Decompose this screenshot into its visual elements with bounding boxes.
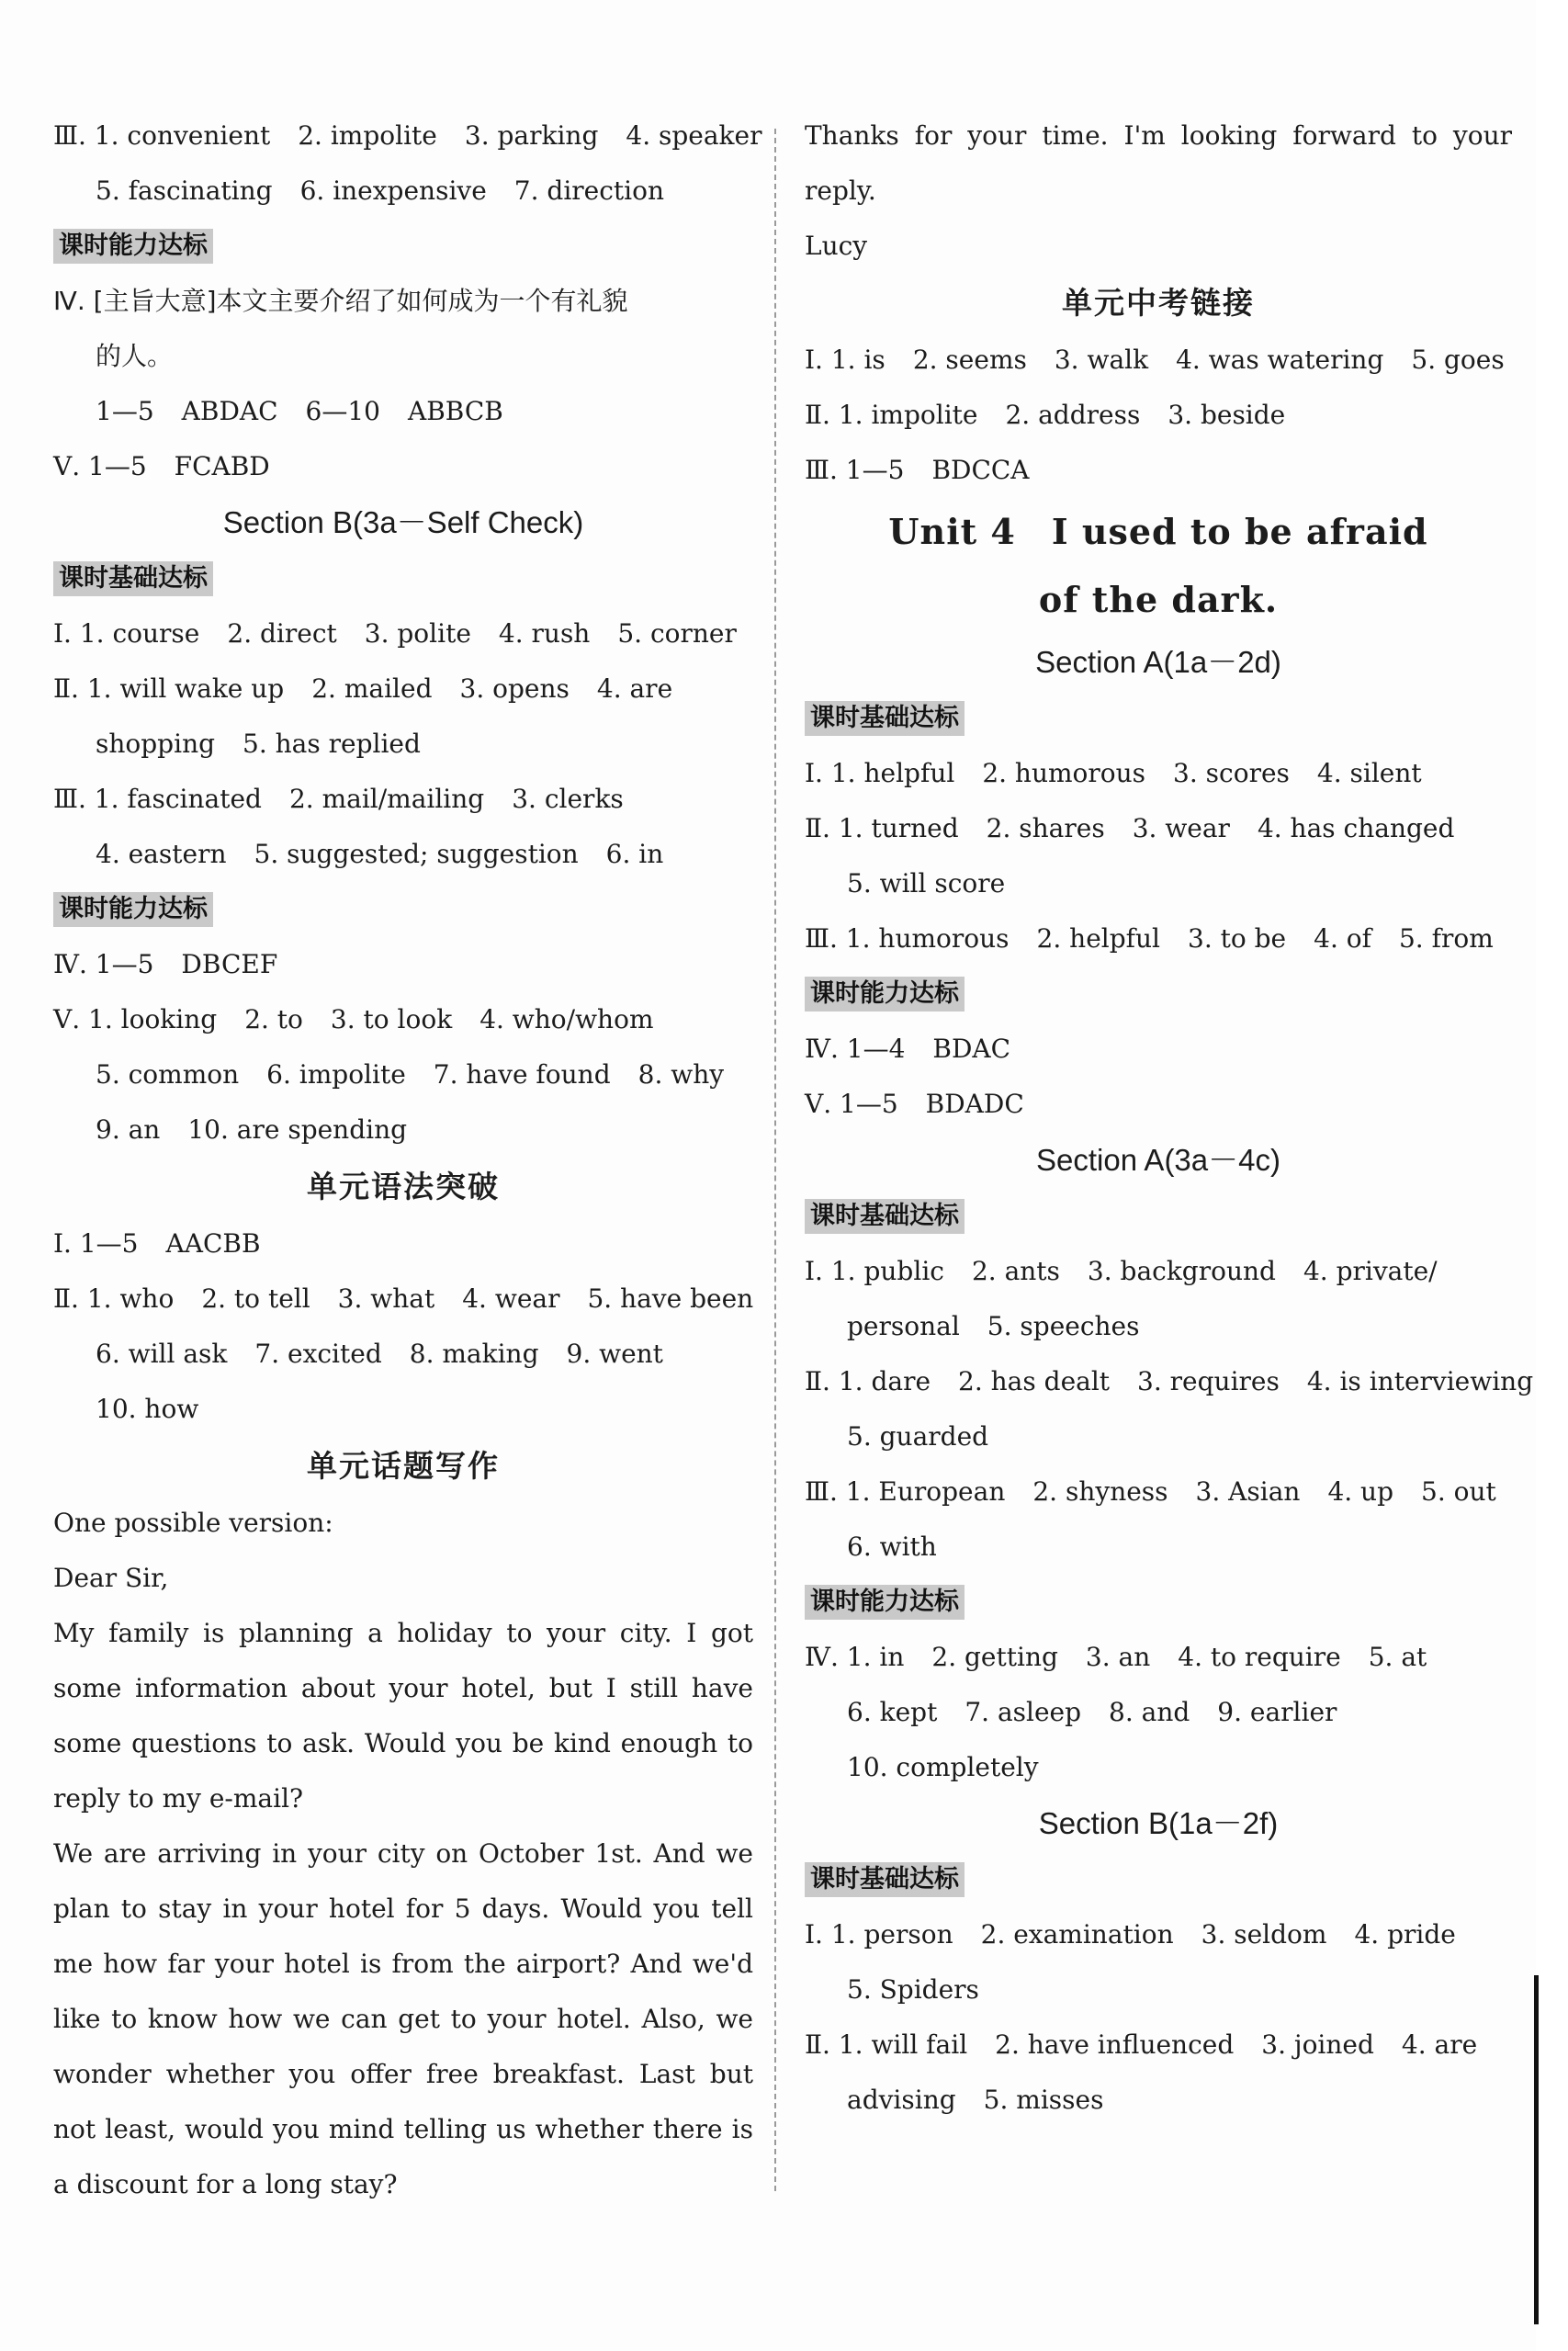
answer-item: Ⅳ. 1. in	[805, 1642, 905, 1672]
answer-item: 4. of	[1314, 923, 1371, 954]
answer-line	[805, 911, 1512, 966]
answer-line	[53, 384, 753, 439]
answer-line	[53, 1382, 753, 1437]
left-column	[53, 108, 762, 2212]
answer-item: 5. guarded	[847, 1421, 989, 1452]
answer-line	[805, 856, 1512, 911]
answer-item: Ⅱ. 1. who	[53, 1283, 175, 1314]
answer-line	[805, 443, 1512, 498]
answer-line	[805, 1409, 1512, 1464]
answer-item: Ⅲ. 1. European	[805, 1476, 1006, 1507]
answer-line	[53, 661, 753, 717]
answer-line	[805, 333, 1512, 388]
level-tag: 课时基础达标	[53, 561, 213, 596]
answer-line	[53, 1272, 753, 1327]
answer-line	[805, 1520, 1512, 1575]
answer-item: 9. an	[96, 1114, 161, 1145]
answer-item: ABBCB	[407, 396, 503, 426]
answer-item: 2. ants	[971, 1256, 1060, 1286]
answer-item: 2. shyness	[1032, 1476, 1168, 1507]
exam-link-title: 单元中考链接	[1062, 285, 1255, 321]
answer-line	[805, 388, 1512, 443]
tag-row	[805, 1189, 1512, 1244]
answer-item: 6. impolite	[266, 1059, 406, 1090]
answer-line	[53, 1216, 753, 1272]
answer-item: 3. opens	[459, 673, 570, 704]
answer-item: 3. an	[1085, 1642, 1151, 1672]
answer-item: 3. joined	[1261, 2029, 1374, 2060]
answer-item: 4. silent	[1316, 758, 1422, 788]
answer-item: Ⅱ. 1. dare	[805, 1366, 931, 1396]
answer-line	[53, 717, 753, 772]
answer-item: 3. beside	[1168, 400, 1286, 430]
answer-item: 8. making	[409, 1339, 539, 1369]
answer-item: 2. humorous	[982, 758, 1146, 788]
answer-item: 5. has replied	[243, 729, 421, 759]
level-tag: 课时基础达标	[805, 1862, 964, 1897]
answer-item: Ⅲ. 1. convenient	[53, 120, 271, 151]
answer-item: 4. to require	[1178, 1642, 1341, 1672]
section-title: Section B(1a－2f)	[1038, 1806, 1279, 1840]
answer-item: 4. private/	[1303, 1256, 1438, 1286]
answer-item: 5. have been	[587, 1283, 754, 1314]
answer-line	[805, 2018, 1512, 2073]
answer-item: 2. impolite	[298, 120, 437, 151]
answer-item: 2. getting	[931, 1642, 1058, 1672]
answer-line	[53, 1327, 753, 1382]
answer-item: 5. from	[1398, 923, 1494, 954]
answer-item: 4. wear	[462, 1283, 560, 1314]
answer-line	[805, 1464, 1512, 1520]
tag-row	[805, 691, 1512, 746]
answer-line	[53, 606, 753, 661]
answer-line	[805, 1022, 1512, 1077]
answer-item: 6—10	[305, 396, 380, 426]
tag-row	[53, 551, 753, 606]
answer-item: Ⅰ. 1. helpful	[805, 758, 955, 788]
letter-paragraph: We are arriving in your city on October 1st. And we plan to stay in your hotel for 5 days. Would you tell me how far your hotel is from the airport? And we'd like to know how we can get to your hotel. Also, we wonder whether you offer free breakfast. Last but not least, would you mind telling us whether there is a discount for a long stay?	[53, 1838, 753, 2199]
tag-row	[805, 1852, 1512, 1907]
answer-item: 2. have influenced	[995, 2029, 1235, 2060]
answer-item: 2. shares	[986, 813, 1105, 843]
answer-item: 4. is interviewing	[1306, 1366, 1534, 1396]
answer-line	[53, 1102, 753, 1158]
answer-item: shopping	[96, 729, 216, 759]
answer-item: 6. will ask	[96, 1339, 228, 1369]
answer-line	[805, 1907, 1512, 1962]
answer-line	[53, 164, 753, 219]
section-title: Section A(1a－2d)	[1035, 645, 1281, 679]
answer-item: BDCCA	[931, 455, 1030, 485]
answer-item: 3. background	[1087, 1256, 1276, 1286]
answer-item: 2. helpful	[1036, 923, 1160, 954]
answer-item: 9. earlier	[1217, 1697, 1337, 1727]
answer-item: 4. are	[1401, 2029, 1478, 2060]
answer-item: 4. has changed	[1257, 813, 1455, 843]
answer-item: BDADC	[925, 1089, 1024, 1119]
answer-line	[805, 1299, 1512, 1354]
answer-line	[53, 1047, 753, 1102]
letter-signature: Lucy	[805, 231, 868, 261]
answer-item: 3. parking	[464, 120, 599, 151]
answer-item: Ⅰ. 1—5	[53, 1228, 139, 1259]
writing-title: 单元话题写作	[307, 1448, 500, 1484]
answer-item: 3. requires	[1137, 1366, 1280, 1396]
answer-item: 2. to	[244, 1004, 303, 1034]
answer-item: 4. pride	[1354, 1919, 1456, 1950]
answer-item: 5. misses	[983, 2085, 1104, 2115]
answer-item: ABDAC	[181, 396, 278, 426]
answer-item: 2. address	[1005, 400, 1141, 430]
letter-greeting: Dear Sir,	[53, 1563, 169, 1593]
answer-item: 3. to look	[330, 1004, 453, 1034]
answer-item: Ⅱ. 1. will wake up	[53, 673, 285, 704]
answer-item: advising	[847, 2085, 956, 2115]
answer-item: 5. suggested; suggestion	[254, 839, 579, 869]
answer-item: 6. kept	[847, 1697, 938, 1727]
answer-item: 5. will score	[847, 868, 1006, 899]
section-title: Section A(3a－4c)	[1036, 1143, 1280, 1177]
answer-item: 4. eastern	[96, 839, 227, 869]
answer-item: Ⅳ. 1—4	[805, 1034, 906, 1064]
answer-item: Ⅰ. 1. public	[805, 1256, 944, 1286]
answer-item: 4. rush	[498, 618, 591, 649]
answer-item: 4. are	[596, 673, 673, 704]
answer-item: Ⅱ. 1. impolite	[805, 400, 978, 430]
level-tag: 课时能力达标	[53, 892, 213, 927]
answer-item: 5. out	[1421, 1476, 1496, 1507]
level-tag: 课时基础达标	[805, 701, 964, 736]
answer-item: 3. Asian	[1195, 1476, 1301, 1507]
answer-item: 5. at	[1368, 1642, 1427, 1672]
answer-line	[805, 1740, 1512, 1795]
answer-line	[805, 1354, 1534, 1409]
answer-item: 5. common	[96, 1059, 240, 1090]
answer-item: 3. polite	[364, 618, 471, 649]
page-edge-mark	[1534, 1975, 1539, 2324]
answer-item: Ⅲ. 1. fascinated	[53, 784, 262, 814]
answer-item: 4. speaker	[626, 120, 762, 151]
answer-item: BDAC	[932, 1034, 1011, 1064]
answer-line	[805, 1685, 1512, 1740]
answer-item: 10. are spending	[187, 1114, 408, 1145]
answer-item: 8. why	[637, 1059, 725, 1090]
answer-item: Ⅲ. 1. humorous	[805, 923, 1010, 954]
section-title: Section B(3a－Self Check)	[222, 505, 584, 539]
letter-paragraph: Thanks for your time. I'm looking forward to your reply.	[805, 120, 1512, 206]
answer-item: 6. with	[847, 1532, 937, 1562]
answer-item: Ⅰ. 1. course	[53, 618, 200, 649]
unit-title: of the dark.	[1038, 579, 1279, 620]
level-tag: 课时基础达标	[805, 1199, 964, 1234]
answer-item: 6. inexpensive	[299, 175, 487, 206]
answer-item: AACBB	[165, 1228, 261, 1259]
answer-item: Ⅰ. 1. person	[805, 1919, 953, 1950]
answer-item: 1—5	[96, 396, 154, 426]
main-idea-text: Ⅳ. [主旨大意]本文主要介绍了如何成为一个有礼貌	[53, 286, 628, 316]
answer-item: 3. seldom	[1201, 1919, 1327, 1950]
answer-item: 3. walk	[1054, 345, 1149, 375]
answer-line	[53, 329, 753, 384]
answer-item: 10. completely	[847, 1752, 1039, 1782]
answer-item: 2. mail/mailing	[288, 784, 485, 814]
answer-item: Ⅳ. 1—5	[53, 949, 154, 979]
answer-item: 4. who/whom	[479, 1004, 654, 1034]
answer-item: 5. corner	[617, 618, 737, 649]
answer-item: 7. have found	[433, 1059, 611, 1090]
answer-line	[805, 1630, 1512, 1685]
answer-item: 5. speeches	[987, 1311, 1140, 1341]
answer-item: 10. how	[96, 1394, 199, 1424]
answer-item: 3. clerks	[512, 784, 624, 814]
answer-line	[805, 1244, 1512, 1299]
answer-item: 7. excited	[254, 1339, 382, 1369]
answer-line	[805, 2073, 1512, 2128]
answer-line	[53, 439, 753, 494]
letter-paragraph: My family is planning a holiday to your city. I got some information about your hotel, but I still have some questions to ask. Would you be kind enough to reply to my e-mail?	[53, 1618, 753, 1814]
grammar-title: 单元语法突破	[307, 1169, 500, 1204]
level-tag: 课时能力达标	[805, 977, 964, 1012]
answer-item: 9. went	[566, 1339, 663, 1369]
column-divider	[774, 129, 776, 2191]
answer-line	[53, 772, 753, 827]
answer-item: 2. has dealt	[958, 1366, 1111, 1396]
answer-item: 5. Spiders	[847, 1974, 979, 2005]
answer-item: 2. seems	[912, 345, 1027, 375]
answer-item: 3. to be	[1188, 923, 1287, 954]
answer-item: Ⅱ. 1. turned	[805, 813, 959, 843]
answer-item: 3. wear	[1132, 813, 1230, 843]
answer-item: 5. goes	[1411, 345, 1505, 375]
answer-item: Ⅲ. 1—5	[805, 455, 905, 485]
answer-item: 7. direction	[513, 175, 665, 206]
right-column	[805, 108, 1534, 2128]
answer-item: 2. direct	[227, 618, 337, 649]
answer-item: 2. examination	[980, 1919, 1174, 1950]
answer-line	[805, 801, 1512, 856]
answer-item: 2. mailed	[311, 673, 433, 704]
unit-title: Unit 4 I used to be afraid	[888, 511, 1428, 552]
answer-item: 5. fascinating	[96, 175, 273, 206]
tag-row	[53, 219, 753, 274]
answer-item: personal	[847, 1311, 960, 1341]
tag-row	[805, 1575, 1512, 1630]
answer-item: Ⅴ. 1—5	[53, 451, 147, 481]
tag-row	[53, 882, 753, 937]
answer-line	[53, 108, 762, 164]
answer-item: FCABD	[174, 451, 270, 481]
answer-item: Ⅰ. 1. is	[805, 345, 886, 375]
answer-item: DBCEF	[181, 949, 278, 979]
answer-item: Ⅴ. 1—5	[805, 1089, 898, 1119]
level-tag: 课时能力达标	[805, 1585, 964, 1620]
answer-line	[805, 1962, 1512, 2018]
answer-line	[53, 827, 753, 882]
answer-item: 2. to tell	[201, 1283, 310, 1314]
answer-item: 3. scores	[1173, 758, 1290, 788]
answer-line	[805, 746, 1512, 801]
answer-item: Ⅴ. 1. looking	[53, 1004, 218, 1034]
answer-item: Ⅱ. 1. will fail	[805, 2029, 968, 2060]
answer-item: 4. was watering	[1176, 345, 1384, 375]
level-tag: 课时能力达标	[53, 229, 213, 264]
answer-item: 3. what	[337, 1283, 435, 1314]
answer-item: 6. in	[605, 839, 664, 869]
answer-line	[53, 937, 753, 992]
answer-line	[53, 992, 753, 1047]
answer-line	[805, 1077, 1512, 1132]
answer-item: 7. asleep	[964, 1697, 1082, 1727]
answer-line	[53, 274, 753, 329]
tag-row	[805, 966, 1512, 1022]
answer-item: 8. and	[1109, 1697, 1190, 1727]
writing-intro: One possible version:	[53, 1508, 333, 1538]
main-idea-text: 的人。	[96, 341, 174, 371]
answer-item: 4. up	[1327, 1476, 1394, 1507]
